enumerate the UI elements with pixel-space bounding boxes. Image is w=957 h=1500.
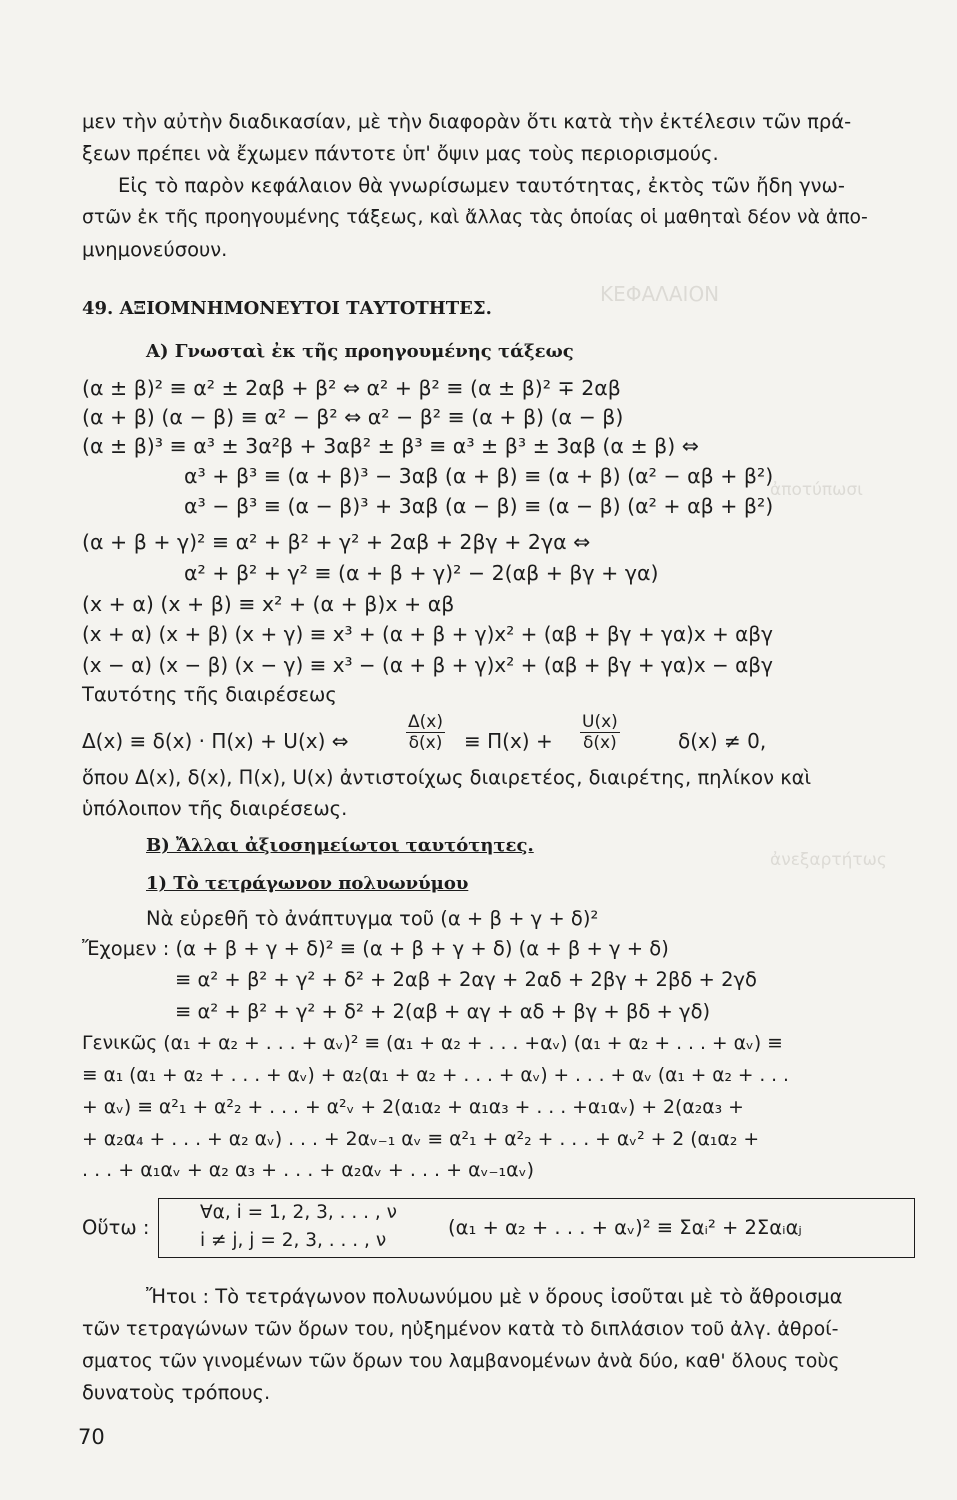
poly-line: . . . + α₁αᵥ + α₂ α₃ + . . . + α₂αᵥ + . . . + αᵥ₋₁αᵥ)	[82, 1159, 535, 1181]
identity-line: (x + α) (x + β) ≡ x² + (α + β)x + αβ	[82, 592, 455, 616]
poly-line: + αᵥ) ≡ α²₁ + α²₂ + . . . + α²ᵥ + 2(α₁α₂ + α₁α₃ + . . . +α₁αᵥ) + 2(α₂α₃ +	[82, 1097, 744, 1118]
fraction-numerator: U(x)	[582, 712, 618, 732]
poly-line: ≡ α² + β² + γ² + δ² + 2αβ + 2αγ + 2αδ + 2βγ + 2βδ + 2γδ	[175, 968, 757, 991]
fraction-denominator: δ(x)	[408, 733, 443, 753]
poly-line: Ἔχομεν : (α + β + γ + δ)² ≡ (α + β + γ + δ) (α + β + γ + δ)	[82, 937, 669, 960]
identity-line: (α + β + γ)² ≡ α² + β² + γ² + 2αβ + 2βγ + 2γα ⇔	[82, 530, 591, 554]
conclusion-line: δυνατοὺς τρόπους.	[82, 1381, 271, 1404]
poly-line: ≡ α₁ (α₁ + α₂ + . . . + αᵥ) + α₂(α₁ + α₂ + . . . + αᵥ) + . . . + αᵥ (α₁ + α₂ + . . .	[82, 1065, 789, 1086]
poly-line: Γενικῶς (α₁ + α₂ + . . . + αᵥ)² ≡ (α₁ + α₂ + . . . +αᵥ) (α₁ + α₂ + . . . + αᵥ) ≡	[82, 1033, 783, 1054]
identity-line: (x + α) (x + β) (x + γ) ≡ x³ + (α + β + γ)x² + (αβ + βγ + γα)x + αβγ	[82, 622, 773, 646]
conclusion-line: σματος τῶν γινομένων τῶν ὅρων του λαμβανομένων ἀνὰ δύο, καθ' ὅλους τοὺς	[82, 1350, 840, 1372]
division-title: Ταυτότης τῆς διαιρέσεως	[82, 683, 337, 706]
identity-line: (x − α) (x − β) (x − γ) ≡ x³ − (α + β + γ)x² + (αβ + βγ + γα)x − αβγ	[82, 653, 773, 677]
conclusion-line: Ἤτοι : Τὸ τετράγωνον πολυωνύμου μὲ ν ὅρους ἰσοῦται μὲ τὸ ἄθροισμα	[146, 1285, 843, 1308]
division-note: ὑπόλοιπον τῆς διαιρέσεως.	[82, 797, 348, 820]
intro-line: στῶν ἐκ τῆς προηγουμένης τάξεως, καὶ ἄλλας τὰς ὁποίας οἱ μαθηταὶ δέον νὰ ἀπο-	[82, 207, 868, 228]
identity-line: (α ± β)² ≡ α² ± 2αβ + β² ⇔ α² + β² ≡ (α ± β)² ∓ 2αβ	[82, 376, 621, 400]
intro-line: μεν τὴν αὐτὴν διαδικασίαν, μὲ τὴν διαφορὰν ὅτι κατὰ τὴν ἐκτέλεσιν τῶν πρά-	[82, 110, 852, 133]
bleed-through-text: ΚΕΦΑΛΑΙΟΝ	[600, 282, 720, 306]
box-label: Οὕτω :	[82, 1216, 150, 1239]
intro-line: μνημονεύσουν.	[82, 238, 228, 261]
intro-line: ξεων πρέπει νὰ ἔχωμεν πάντοτε ὑπ' ὄψιν μας τοὺς περιορισμούς.	[82, 142, 719, 165]
division-lhs: Δ(x) ≡ δ(x) · Π(x) + U(x) ⇔	[82, 729, 349, 753]
identity-line: α³ + β³ ≡ (α + β)³ − 3αβ (α + β) ≡ (α + β) (α² − αβ + β²)	[184, 464, 774, 488]
fraction-numerator: Δ(x)	[408, 712, 443, 732]
identity-line: α³ − β³ ≡ (α − β)³ + 3αβ (α − β) ≡ (α − β) (α² + αβ + β²)	[184, 494, 774, 518]
bleed-through-text: ἀνεξαρτήτως	[770, 850, 887, 870]
identity-line: (α + β) (α − β) ≡ α² − β² ⇔ α² − β² ≡ (α + β) (α − β)	[82, 405, 624, 429]
subheading-b: Β) Ἄλλαι ἀξιοσημείωτοι ταυτότητες.	[146, 835, 534, 856]
subheading-a: Α) Γνωσταὶ ἐκ τῆς προηγουμένης τάξεως	[146, 341, 574, 362]
bleed-through-text: ἀποτύπωσι	[770, 480, 863, 500]
box-condition: ∀α, i = 1, 2, 3, . . . , ν	[200, 1202, 397, 1223]
division-mid: ≡ Π(x) +	[464, 729, 553, 753]
fraction-denominator: δ(x)	[583, 733, 617, 753]
page-number: 70	[78, 1425, 105, 1449]
section-heading: 49. ΑΞΙΟΜΝΗΜΟΝΕΥΤΟΙ ΤΑΥΤΟΤΗΤΕΣ.	[82, 298, 492, 319]
box-formula: (α₁ + α₂ + . . . + αᵥ)² ≡ Σαᵢ² + 2Σαᵢαⱼ	[448, 1216, 802, 1239]
division-note: ὅπου Δ(x), δ(x), Π(x), U(x) ἀντιστοίχως διαιρετέος, διαιρέτης, πηλίκον καὶ	[82, 766, 812, 789]
intro-line: Εἰς τὸ παρὸν κεφάλαιον θὰ γνωρίσωμεν ταυτότητας, ἐκτὸς τῶν ἤδη γνω-	[118, 174, 845, 197]
subheading-b1: 1) Τὸ τετράγωνον πολυωνύμου	[146, 873, 469, 894]
division-condition: δ(x) ≠ 0,	[678, 729, 767, 753]
conclusion-line: τῶν τετραγώνων τῶν ὅρων του, ηὐξημένον κατὰ τὸ διπλάσιον τοῦ ἀλγ. ἀθροί-	[82, 1318, 839, 1340]
identity-line: (α ± β)³ ≡ α³ ± 3α²β + 3αβ² ± β³ ≡ α³ ± β³ ± 3αβ (α ± β) ⇔	[82, 434, 699, 458]
box-condition: i ≠ j, j = 2, 3, . . . , ν	[200, 1230, 387, 1251]
fraction-delta-over-delta	[406, 712, 445, 753]
poly-line: ≡ α² + β² + γ² + δ² + 2(αβ + αγ + αδ + βγ + βδ + γδ)	[175, 1000, 711, 1023]
poly-line: Νὰ εὑρεθῆ τὸ ἀνάπτυγμα τοῦ (α + β + γ + δ)²	[146, 907, 599, 930]
poly-line: + α₂α₄ + . . . + α₂ αᵥ) . . . + 2αᵥ₋₁ αᵥ ≡ α²₁ + α²₂ + . . . + αᵥ² + 2 (α₁α₂ +	[82, 1129, 760, 1150]
fraction-u-over-delta	[580, 712, 620, 753]
identity-line: α² + β² + γ² ≡ (α + β + γ)² − 2(αβ + βγ + γα)	[184, 561, 659, 585]
